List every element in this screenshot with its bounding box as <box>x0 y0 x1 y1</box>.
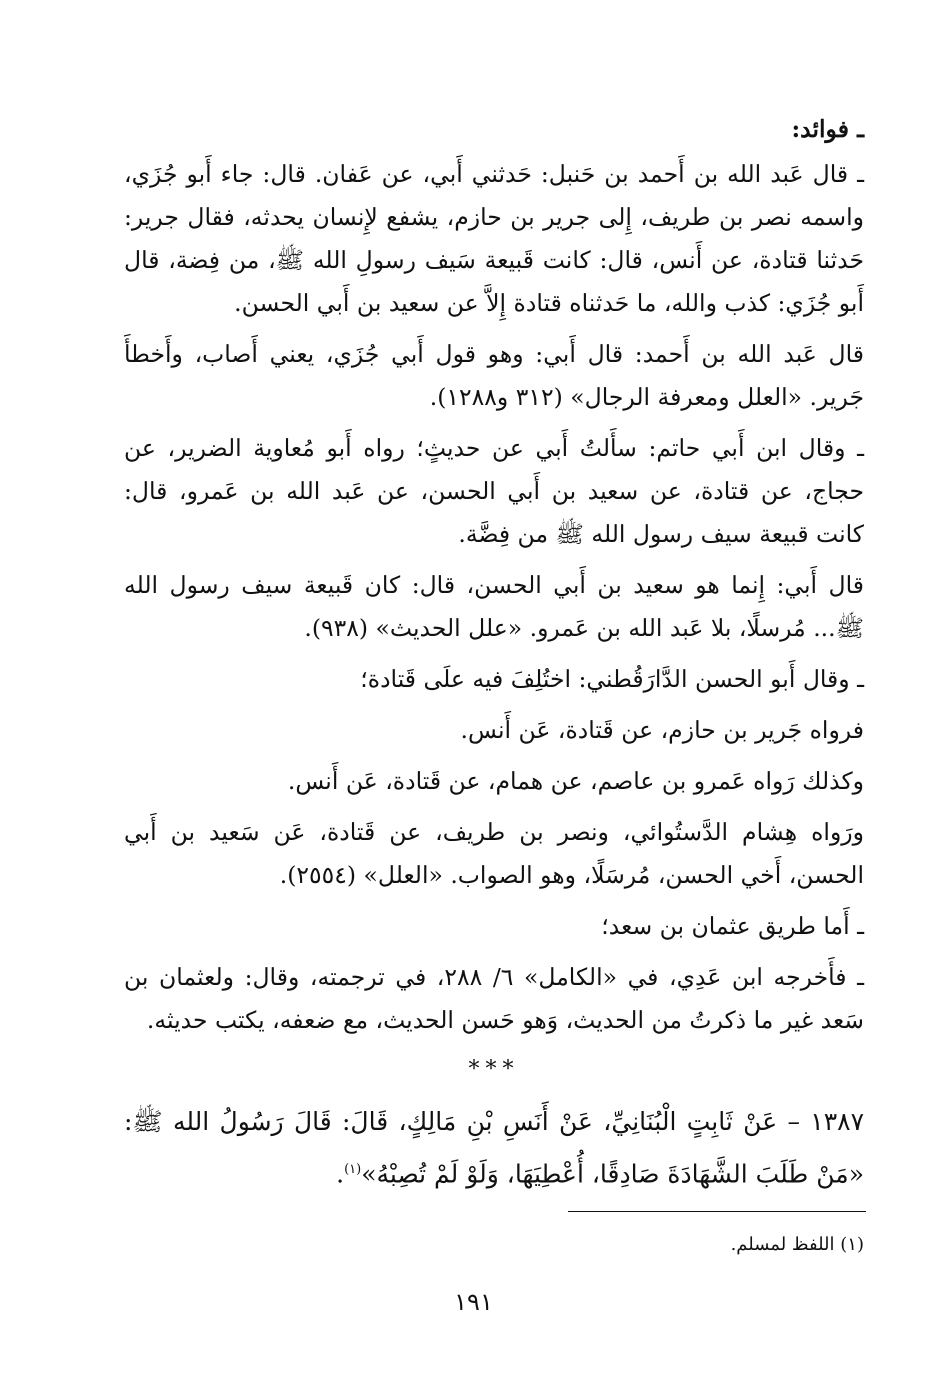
footnote: (١) اللفظ لمسلم. <box>730 1234 864 1255</box>
paragraph-2: قال عَبد الله بن أَحمد: قال أَبي: وهو قول أَبي جُزَي، يعني أَصاب، وأَخطأَ جَرير. «العلل ومعرفة الرجال» (٣١٢ و١٢٨٨). <box>124 340 864 411</box>
paragraph-9: ـ أَما طريق عثمان بن سعد؛ <box>601 912 864 940</box>
footnote-divider <box>568 1211 866 1212</box>
hadith-entry <box>124 1098 864 1198</box>
paragraph-6: فرواه جَرير بن حازم، عن قَتادة، عَن أَنس. <box>460 716 864 744</box>
paragraph-5: ـ وقال أَبو الحسن الدَّارَقُطني: اختُلِفَ فيه علَى قَتادة؛ <box>360 665 864 693</box>
section-heading: ـ فوائد: <box>791 115 864 143</box>
hadith-text: عَنْ ثَابِتٍ الْبُنَانِيِّ، عَنْ أَنَسِ بْنِ مَالِكٍ، قَالَ: قَالَ رَسُولُ الله ﷺ: «مَنْ طَلَبَ الشَّهَادَةَ صَادِقًا، أُعْطِيَهَا، وَلَوْ لَمْ تُصِبْهُ» <box>124 1107 864 1189</box>
paragraph-1: ـ قال عَبد الله بن أَحمد بن حَنبل: حَدثني أَبي، عن عَفان. قال: جاء أَبو جُزَي، واسمه نصر بن طريف، إِلى جرير بن حازم، يشفع لإِنسان يحدثه، فقال جرير: حَدثنا قتادة، عن أَنس، قال: كانت قَبيعة سَيف رسولِ الله ﷺ، من فِضة، قال أَبو جُزَي: كذب والله، ما حَدثناه قتادة إِلاَّ عن سعيد بن أَبي الحسن. <box>124 160 864 317</box>
paragraph-4: قال أَبي: إِنما هو سعيد بن أَبي الحسن، قال: كان قَبيعة سيف رسول الله ﷺ... مُرسلًا، بلا عَبد الله بن عَمرو. «علل الحديث» (٩٣٨). <box>124 571 864 642</box>
paragraph-7: وكذلك رَواه عَمرو بن عاصم، عن همام، عن قَتادة، عَن أَنس. <box>287 767 864 795</box>
paragraph-10: ـ فأَخرجه ابن عَدِي، في «الكامل» ٦/ ٢٨٨، في ترجمته، وقال: ولعثمان بن سَعد غير ما ذكرتُ من الحديث، وَهو حَسن الحديث، مع ضعفه، يكتب حديثه. <box>124 963 864 1034</box>
footnote-ref: (١) <box>344 1162 362 1177</box>
hadith-number: ١٣٨٧ – <box>787 1107 865 1136</box>
page-body <box>124 108 864 1198</box>
page-number: ١٩١ <box>454 1288 493 1316</box>
paragraph-3: ـ وقال ابن أَبي حاتم: سأَلتُ أَبي عن حديثٍ؛ رواه أَبو مُعاوية الضرير، عن حجاج، عن قتادة، عن سعيد بن أَبي الحسن، عن عَبد الله بن عَمرو، قال: كانت قبيعة سيف رسول الله ﷺ من فِضَّة. <box>124 434 864 548</box>
hadith-end: . <box>336 1159 345 1189</box>
section-separator: *** <box>468 1057 520 1082</box>
paragraph-8: ورَواه هِشام الدَّستُوائي، ونصر بن طريف، عن قَتادة، عَن سَعيد بن أَبي الحسن، أَخي الحسن، مُرسَلًا، وهو الصواب. «العلل» (٢٥٥٤). <box>124 818 864 889</box>
